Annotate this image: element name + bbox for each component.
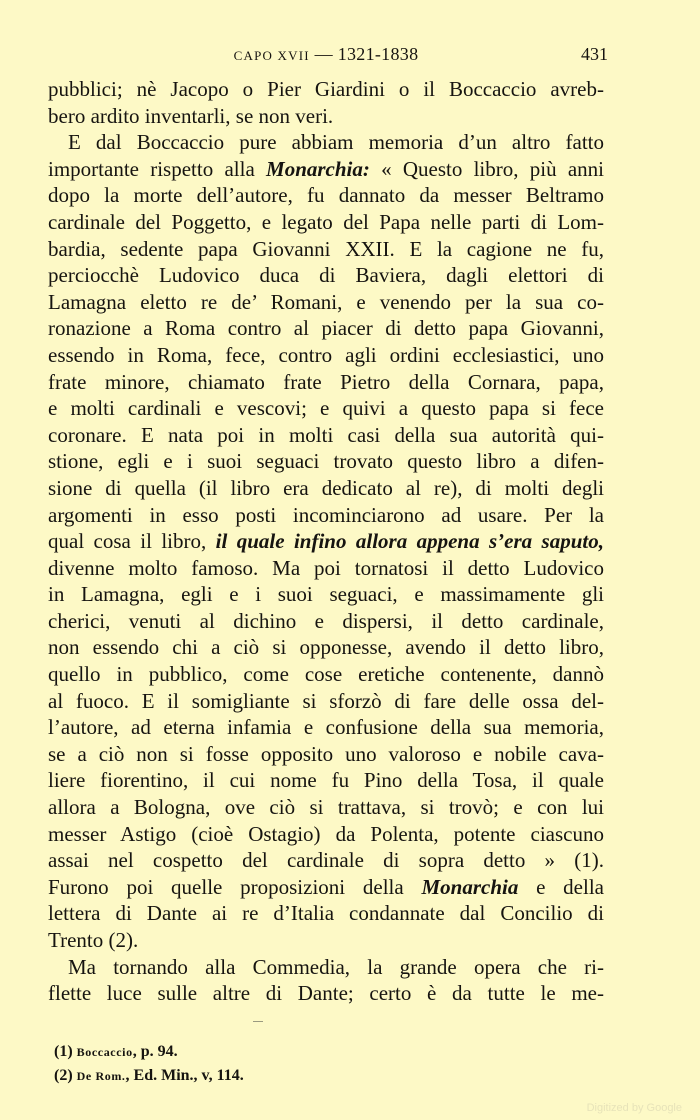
line-text: lettera di Dante ai re d’Italia condannate dal Concilio di	[48, 901, 604, 926]
text-line	[48, 209, 604, 236]
text-line	[48, 714, 604, 741]
emphasis-text: Monarchia	[421, 874, 519, 899]
text-line	[48, 980, 604, 1007]
line-text: frate minore, chiamato frate Pietro della Cornara, papa,	[48, 369, 604, 394]
line-text: Lamagna eletto re de’ Romani, e venendo per la sua co-	[48, 289, 604, 314]
text-line	[48, 448, 604, 475]
text-line	[48, 528, 604, 555]
footnote-divider	[253, 1021, 263, 1022]
text-line	[48, 555, 604, 582]
running-header	[48, 40, 608, 76]
emphasis-text: il quale infino allora appena s’era saputo,	[215, 529, 604, 554]
footnote-ref: , Ed. Min., v, 114.	[125, 1066, 244, 1084]
line-text: liere fiorentino, il cui nome fu Pino della Tosa, il quale	[48, 768, 604, 793]
line-text: pubblici; nè Jacopo o Pier Giardini o il Boccaccio avreb-	[48, 77, 604, 101]
text-line	[48, 315, 604, 342]
line-text: E dal Boccaccio pure abbiam memoria d’un altro fatto	[68, 130, 604, 155]
line-text: Trento (2).	[48, 928, 139, 952]
footnote-ref: , p. 94.	[132, 1042, 178, 1060]
line-text: cardinale del Poggetto, e legato del Papa nelle parti di Lom-	[48, 209, 604, 234]
footnote-2	[54, 1064, 604, 1088]
line-text: perciocchè Ludovico duca di Baviera, dagli elettori di	[48, 263, 604, 288]
text-line	[48, 608, 604, 635]
line-text: coronare. E nata poi in molti casi della sua autorità qui-	[48, 422, 604, 447]
text-line	[48, 182, 604, 209]
line-text: l’autore, ad eterna infamia e confusione della sua memoria,	[48, 715, 604, 740]
text-line	[48, 129, 604, 156]
text-line	[48, 103, 604, 130]
footnotes	[48, 1040, 604, 1088]
line-text: importante rispetto alla	[48, 156, 267, 181]
chapter-years: 1321-1838	[337, 44, 419, 64]
header-dash: —	[309, 44, 338, 64]
text-line	[48, 395, 604, 422]
line-text: divenne molto famoso. Ma poi tornatosi il detto Ludovico	[48, 555, 604, 580]
watermark: Digitized by Google	[586, 1102, 682, 1114]
text-line	[48, 847, 604, 874]
footnote-mark: (1)	[54, 1042, 77, 1060]
line-text: e molti cardinali e vescovi; e quivi a questo papa si fece	[48, 396, 604, 421]
line-text: Furono poi quelle proposizioni della	[48, 874, 422, 899]
line-text: flette luce sulle altre di Dante; certo è da tutte le me-	[48, 981, 604, 1006]
page-number: 431	[581, 44, 608, 64]
emphasis-text: Monarchia:	[266, 156, 370, 181]
line-text: sione di quella (il libro era dedicato al re), di molti degli	[48, 475, 604, 500]
line-text: Ma tornando alla Commedia, la grande opera che ri-	[68, 954, 604, 979]
text-line	[48, 422, 604, 449]
text-line	[48, 688, 604, 715]
text-line	[48, 874, 604, 901]
text-line	[48, 661, 604, 688]
page	[48, 40, 608, 1088]
text-line	[48, 236, 604, 263]
line-text-after: « Questo libro, più anni	[369, 156, 604, 181]
line-text: al fuoco. E il somigliante si sforzò di fare delle ossa del-	[48, 688, 604, 713]
line-text: bardia, sedente papa Giovanni XXII. E la cagione ne fu,	[48, 236, 604, 261]
text-line	[48, 262, 604, 289]
line-text: argomenti in esso posti incominciarono ad usare. Per la	[48, 502, 604, 527]
text-line	[48, 369, 604, 396]
line-text: essendo in Roma, fece, contro agli ordini ecclesiastici, uno	[48, 342, 604, 367]
footnote-author: De Rom.	[76, 1068, 126, 1083]
text-line	[48, 767, 604, 794]
text-line	[48, 634, 604, 661]
line-text: stione, egli e i suoi seguaci trovato questo libro a difen-	[48, 449, 604, 474]
text-line	[48, 794, 604, 821]
line-text: messer Astigo (cioè Ostagio) da Polenta, potente ciascuno	[48, 821, 604, 846]
footnote-author: Boccaccio	[76, 1044, 133, 1059]
text-line	[48, 475, 604, 502]
footnote-1	[54, 1040, 604, 1064]
text-line	[48, 927, 604, 954]
line-text: dopo la morte dell’autore, fu dannato da messer Beltramo	[48, 183, 604, 208]
line-text: qual cosa il libro,	[48, 529, 216, 554]
line-text: allora a Bologna, ove ciò si trattava, si trovò; e con lui	[48, 795, 604, 820]
line-text: quello in pubblico, come cose eretiche contenente, dannò	[48, 662, 604, 687]
text-line	[48, 900, 604, 927]
line-text: in Lamagna, egli e i suoi seguaci, e massimamente gli	[48, 582, 604, 607]
text-line	[48, 741, 604, 768]
text-line	[48, 342, 604, 369]
line-text: cherici, venuti al dichino e dispersi, il detto cardinale,	[48, 608, 604, 633]
text-line	[48, 76, 604, 103]
footnote-mark: (2)	[54, 1066, 77, 1084]
chapter-title	[48, 44, 604, 65]
line-text: assai nel cospetto del cardinale di sopra detto » (1).	[48, 848, 604, 873]
line-text: se a ciò non si fosse opposito uno valoroso e nobile cava-	[48, 741, 604, 766]
chapter-label: CAPO XVII	[233, 48, 310, 63]
text-line	[48, 502, 604, 529]
body-text	[48, 76, 604, 1007]
text-line	[48, 821, 604, 848]
line-text: non essendo chi a ciò si opponesse, avendo il detto libro,	[48, 635, 604, 660]
text-line	[48, 289, 604, 316]
text-line	[48, 954, 604, 981]
text-line	[48, 156, 604, 183]
line-text: ronazione a Roma contro al piacer di detto papa Giovanni,	[48, 316, 604, 341]
line-text-after: e della	[518, 874, 604, 899]
line-text: bero ardito inventarli, se non veri.	[48, 103, 334, 128]
text-line	[48, 581, 604, 608]
